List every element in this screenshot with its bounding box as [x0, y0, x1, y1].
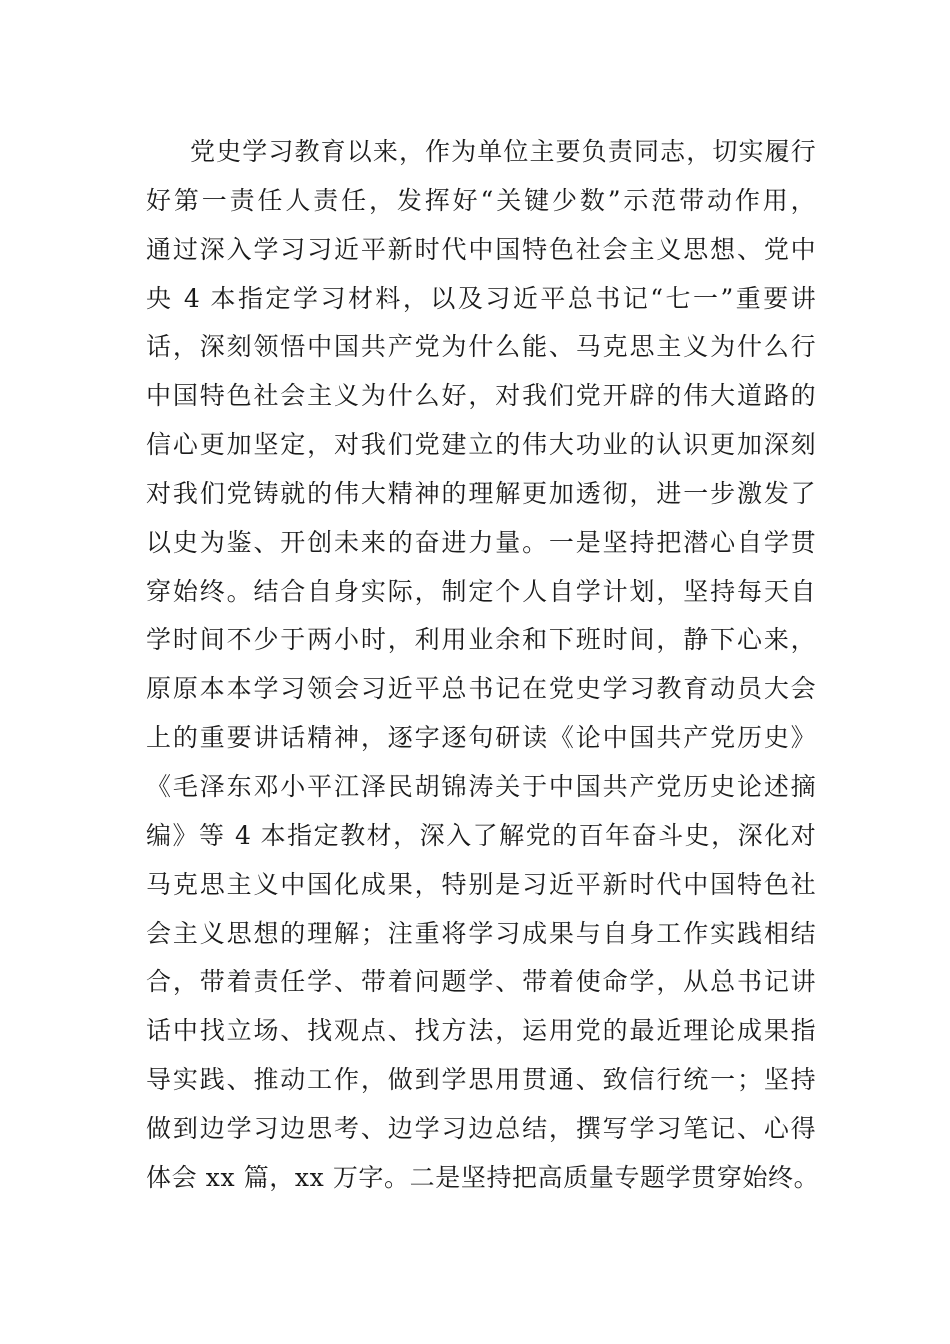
paragraph-line: 做到边学习边思考、边学习边总结，撰写学习笔记、心得	[146, 1113, 816, 1143]
paragraph-line: 话中找立场、找观点、找方法，运用党的最近理论成果指	[146, 1016, 816, 1046]
paragraph-line: 原原本本学习领会习近平总书记在党史学习教育动员大会	[146, 674, 816, 704]
paragraph-line: 央 4 本指定学习材料，以及习近平总书记“七一”重要讲	[146, 283, 816, 313]
paragraph-line: 对我们党铸就的伟大精神的理解更加透彻，进一步激发了	[146, 478, 816, 508]
paragraph-line: 上的重要讲话精神，逐字逐句研读《论中国共产党历史》	[146, 723, 816, 753]
paragraph-line: 以史为鉴、开创未来的奋进力量。一是坚持把潜心自学贯	[146, 527, 816, 557]
paragraph-line: 《毛泽东邓小平江泽民胡锦涛关于中国共产党历史论述摘	[146, 771, 816, 801]
paragraph-line: 话，深刻领悟中国共产党为什么能、马克思主义为什么行	[146, 332, 816, 362]
paragraph-line: 好第一责任人责任，发挥好“关键少数”示范带动作用，	[146, 185, 816, 215]
paragraph-line: 穿始终。结合自身实际，制定个人自学计划，坚持每天自	[146, 576, 816, 606]
paragraph-line: 信心更加坚定，对我们党建立的伟大功业的认识更加深刻	[146, 430, 816, 460]
paragraph-line: 合，带着责任学、带着问题学、带着使命学，从总书记讲	[146, 967, 816, 997]
body-paragraph	[146, 128, 820, 1203]
paragraph-line: 会主义思想的理解；注重将学习成果与自身工作实践相结	[146, 918, 816, 948]
paragraph-line: 导实践、推动工作，做到学思用贯通、致信行统一；坚持	[146, 1065, 816, 1095]
paragraph-line: 通过深入学习习近平新时代中国特色社会主义思想、党中	[146, 234, 816, 264]
paragraph-line: 中国特色社会主义为什么好，对我们党开辟的伟大道路的	[146, 381, 816, 411]
paragraph-line: 学时间不少于两小时，利用业余和下班时间，静下心来，	[146, 625, 816, 655]
paragraph-line: 编》等 4 本指定教材，深入了解党的百年奋斗史，深化对	[146, 820, 816, 850]
paragraph-line: 党史学习教育以来，作为单位主要负责同志，切实履行	[190, 137, 816, 166]
paragraph-line: 马克思主义中国化成果，特别是习近平新时代中国特色社	[146, 869, 816, 899]
paragraph-line: 体会 xx 篇，xx 万字。二是坚持把高质量专题学贯穿始终。	[146, 1162, 820, 1192]
